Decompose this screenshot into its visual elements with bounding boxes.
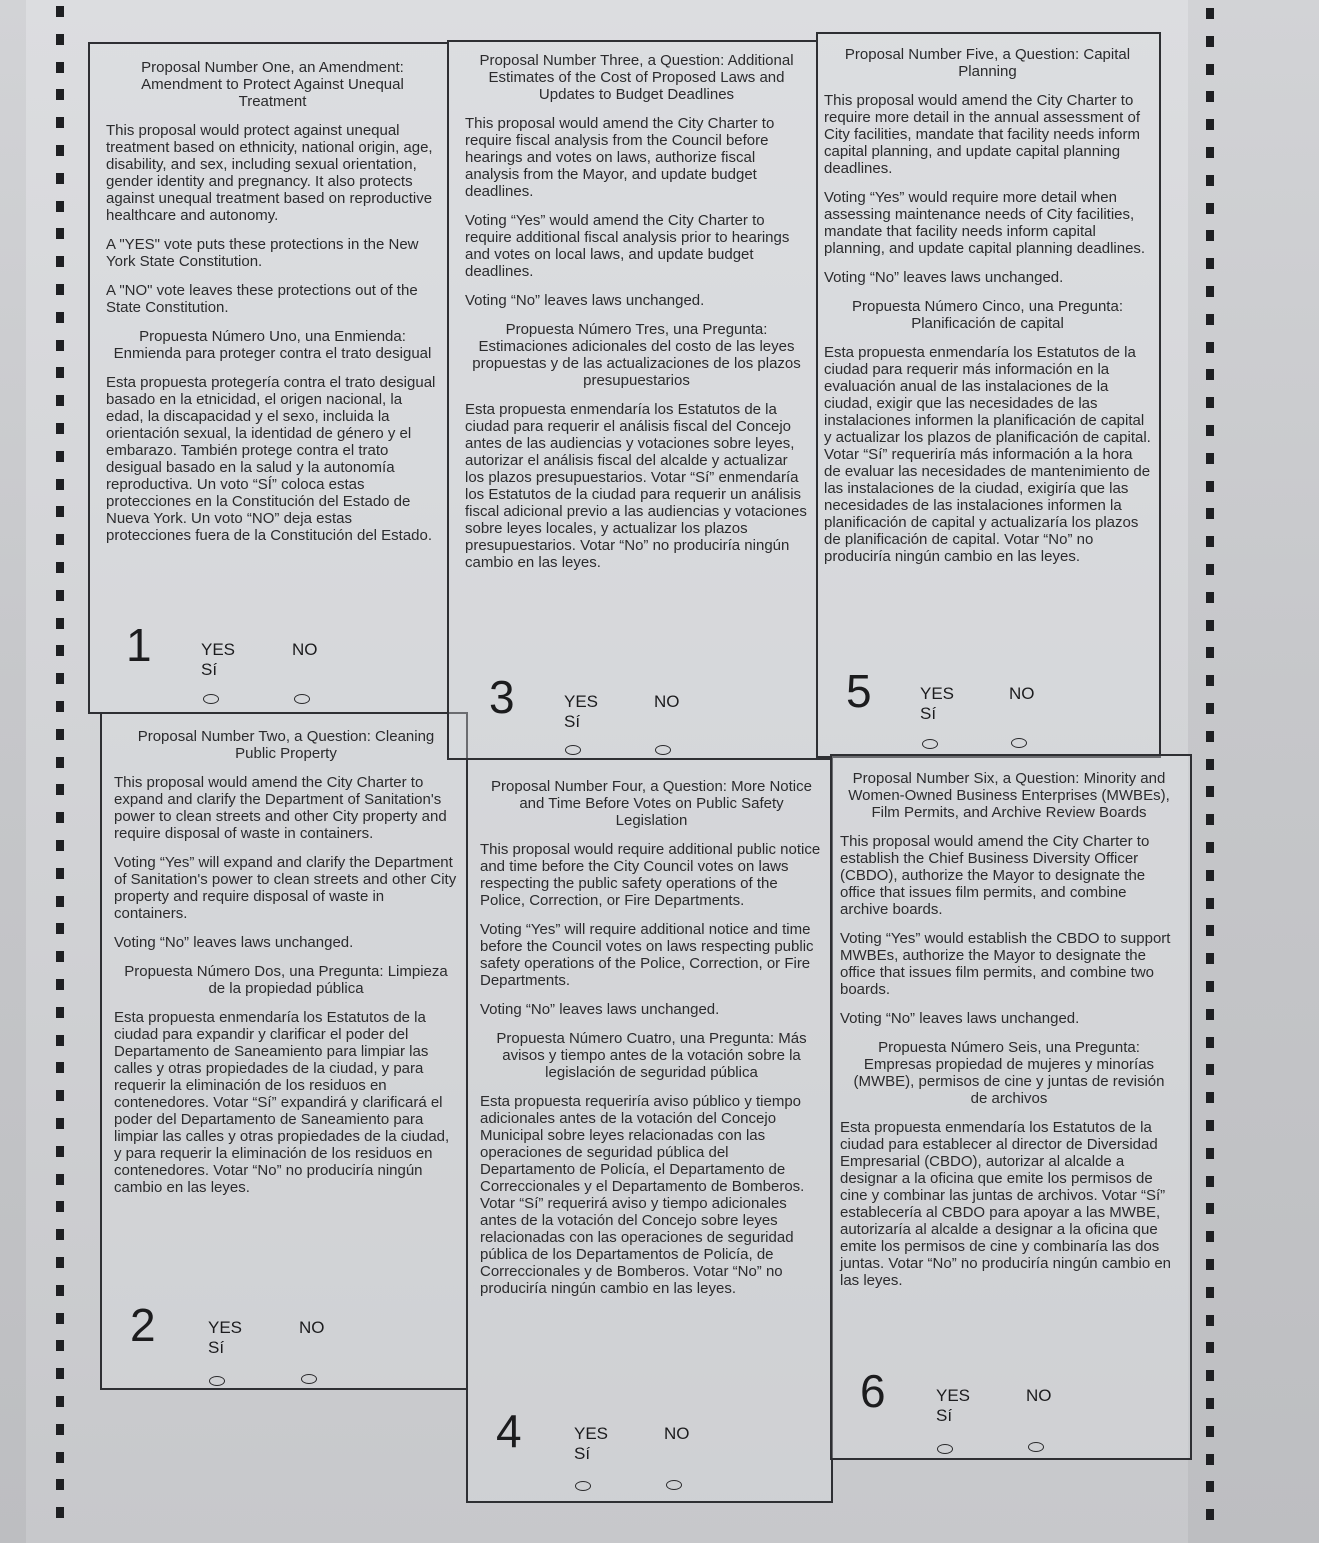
timing-mark: [1206, 786, 1214, 797]
proposal-4-no-label: NO: [664, 1424, 690, 1443]
timing-mark: [1206, 675, 1214, 686]
proposal-6-description: This proposal would amend the City Charter to establish the Chief Business Diversity Officer (CBDO), authorize the Mayor to designate the office that issues film permits, and combine archive boards.: [840, 833, 1150, 918]
proposal-6-spanish-title: Propuesta Número Seis, una Pregunta: Empresas propiedad de mujeres y minorías (MWBE), permisos de cine y juntas de revisión de archivos: [853, 1039, 1165, 1107]
proposal-4-no-oval[interactable]: [666, 1480, 682, 1490]
timing-mark: [56, 228, 64, 239]
timing-mark: [56, 284, 64, 295]
timing-mark: [56, 645, 64, 656]
timing-mark: [56, 367, 64, 378]
timing-mark: [56, 1452, 64, 1463]
timing-mark: [1206, 536, 1214, 547]
proposal-3-yes-label: YES: [564, 692, 599, 711]
proposal-2-yes-effect: Voting “Yes” will expand and clarify the Department of Sanitation's power to clean streets and other City property and require disposal of waste in containers.: [114, 854, 457, 922]
proposal-3-yes-effect: Voting “Yes” would amend the City Charter to require additional fiscal analysis prior to hearings and votes on local laws, and update budget deadlines.: [465, 212, 790, 280]
proposal-3-si-label: Sí: [564, 712, 581, 731]
timing-mark: [1206, 731, 1214, 742]
proposal-2-yes-oval[interactable]: [209, 1376, 225, 1386]
timing-mark: [56, 979, 64, 990]
timing-mark: [56, 1007, 64, 1018]
proposal-6-no-label: NO: [1026, 1386, 1052, 1405]
proposal-2-box: [100, 712, 468, 1390]
proposal-3-no-label: NO: [654, 692, 680, 711]
timing-mark: [1206, 119, 1214, 130]
timing-mark: [56, 1479, 64, 1490]
timing-mark: [56, 62, 64, 73]
timing-mark: [1206, 508, 1214, 519]
timing-mark: [56, 423, 64, 434]
proposal-3-title: Proposal Number Three, a Question: Additional Estimates of the Cost of Proposed Laws and Updates to Budget Deadlines: [479, 52, 794, 103]
timing-mark: [1206, 258, 1214, 269]
timing-mark: [1206, 175, 1214, 186]
timing-mark: [1206, 1287, 1214, 1298]
timing-mark: [56, 618, 64, 629]
proposal-4-spanish-body: Esta propuesta requeriría aviso público y tiempo adicionales antes de la votación del Concejo Municipal sobre leyes relacionadas con las operaciones de seguridad pública del Departamento de Policía, el Departamento de Correccionales y el Departamento de Bomberos. Votar “Sí” requerirá aviso y tiempo adicionales antes de la votación del Concejo sobre leyes relacionadas con las operaciones de seguridad pública de los Departamentos de Policía, de Correccionales y de Bomberos. Votar “No” no produciría ningún cambio en las leyes.: [480, 1093, 805, 1297]
proposal-2-si-label: Sí: [208, 1338, 225, 1357]
timing-mark: [1206, 91, 1214, 102]
timing-mark: [1206, 647, 1214, 658]
proposal-1-yes-effect: A "YES" vote puts these protections in the New York State Constitution.: [106, 236, 419, 270]
proposal-1-box: [88, 42, 449, 714]
timing-mark: [1206, 425, 1214, 436]
proposal-6-spanish-body: Esta propuesta enmendaría los Estatutos de la ciudad para establecer al director de Diversidad Empresarial (CBDO), autorizar al alcalde a designar a la oficina que emite los permisos de cine y combinar las juntas de archivos. Votar “Sí” establecería al CBDO para apoyar a las MWBE, autorizaría al alcalde a designar a la oficina que emite los permisos de cine y combinaría las dos juntas. Votar “No” no produciría ningún cambio en las leyes.: [840, 1119, 1172, 1289]
timing-mark: [56, 1507, 64, 1518]
proposal-1-no-oval[interactable]: [294, 694, 310, 704]
timing-mark: [56, 340, 64, 351]
timing-mark: [56, 1257, 64, 1268]
proposal-5-spanish-body: Esta propuesta enmendaría los Estatutos de la ciudad para requerir más información en la evaluación anual de las instalaciones de la ciudad, exigir que las necesidades de las instalaciones informen la planificación de capital y actualizar los plazos de planificación de capital. Votar “Sí” requeriría más información a la hora de evaluar las necesidades de mantenimiento de las instalaciones de la ciudad, exigiría que las necesidades de las instalaciones informen la planificación de capital y actualizaría los plazos de planificación de capital. Votar “No” no produciría ningún cambio en las leyes.: [824, 344, 1151, 565]
proposal-4-number: 4: [496, 1405, 522, 1457]
timing-mark: [56, 1396, 64, 1407]
proposal-2-title: Proposal Number Two, a Question: Cleaning Public Property: [137, 728, 435, 762]
proposal-5-number: 5: [846, 665, 872, 717]
timing-mark: [56, 256, 64, 267]
timing-mark: [56, 1368, 64, 1379]
timing-mark: [1206, 981, 1214, 992]
timing-mark: [56, 451, 64, 462]
timing-mark: [1206, 286, 1214, 297]
timing-mark: [1206, 898, 1214, 909]
timing-mark: [1206, 1342, 1214, 1353]
timing-mark: [1206, 314, 1214, 325]
timing-mark: [56, 534, 64, 545]
proposal-1-spanish-body: Esta propuesta protegería contra el trato desigual basado en la etnicidad, el origen nacional, la edad, la discapacidad y el sexo, incluida la orientación sexual, la identidad de género y el embarazo. También protege contra el trato desigual basado en la salud y la autonomía reproductiva. Un voto “SÍ” coloca estas protecciones en la Constitución del Estado de Nueva York. Un voto “NO” deja estas protecciones fuera de la Constitución del Estado.: [106, 374, 436, 544]
proposal-6-yes-label: YES: [936, 1386, 971, 1405]
proposal-3-number: 3: [489, 671, 515, 723]
timing-mark: [56, 562, 64, 573]
timing-mark: [1206, 1203, 1214, 1214]
timing-mark: [1206, 1259, 1214, 1270]
timing-mark: [1206, 64, 1214, 75]
timing-mark: [56, 1118, 64, 1129]
timing-mark: [56, 1201, 64, 1212]
timing-marks-right: [1206, 0, 1216, 1543]
timing-mark: [56, 89, 64, 100]
timing-mark: [1206, 481, 1214, 492]
timing-mark: [1206, 36, 1214, 47]
timing-mark: [56, 506, 64, 517]
proposal-5-title: Proposal Number Five, a Question: Capital Planning: [844, 46, 1131, 80]
proposal-4-description: This proposal would require additional public notice and time before the City Council votes on laws respecting the public safety operations of the Police, Correction, or Fire Departments.: [480, 841, 821, 909]
timing-mark: [56, 812, 64, 823]
proposal-1-yes-label: YES: [201, 640, 236, 659]
proposal-5-no-label: NO: [1009, 684, 1035, 703]
timing-mark: [56, 1340, 64, 1351]
proposal-5-yes-label: YES: [920, 684, 955, 703]
timing-mark: [1206, 369, 1214, 380]
timing-mark: [1206, 870, 1214, 881]
timing-mark: [56, 590, 64, 601]
proposal-3-description: This proposal would amend the City Charter to require fiscal analysis from the Council before hearings and votes on laws, authorize fiscal analysis from the Mayor, and update budget deadlines.: [465, 115, 775, 200]
timing-mark: [56, 923, 64, 934]
proposal-3-yes-oval[interactable]: [565, 745, 581, 755]
timing-mark: [56, 1035, 64, 1046]
proposal-4-title: Proposal Number Four, a Question: More Notice and Time Before Votes on Public Safety Legislation: [491, 778, 812, 829]
timing-mark: [56, 201, 64, 212]
timing-mark: [56, 840, 64, 851]
proposal-2-number: 2: [130, 1299, 156, 1351]
proposal-2-spanish-body: Esta propuesta enmendaría los Estatutos de la ciudad para expandir y clarificar el poder del Departamento de Saneamiento para limpiar las calles y otras propiedades de la ciudad, y para requerir la eliminación de los residuos en contenedores. Votar “Sí” expandirá y clarificará el poder del Departamento de Saneamiento para limpiar las calles y otras propiedades de la ciudad, y para requerir la eliminación de los residuos en contenedores. Votar “No” no produciría ningún cambio en las leyes.: [114, 1009, 450, 1196]
timing-mark: [56, 951, 64, 962]
timing-mark: [1206, 397, 1214, 408]
timing-marks-left: [56, 0, 66, 1543]
proposal-6-no-oval[interactable]: [1028, 1442, 1044, 1452]
timing-mark: [56, 6, 64, 17]
timing-mark: [56, 1313, 64, 1324]
timing-mark: [1206, 230, 1214, 241]
proposal-5-spanish-title: Propuesta Número Cinco, una Pregunta: Planificación de capital: [852, 298, 1123, 332]
proposal-5-si-label: Sí: [920, 704, 937, 723]
timing-mark: [56, 1062, 64, 1073]
timing-mark: [56, 784, 64, 795]
timing-mark: [1206, 1370, 1214, 1381]
proposal-5-yes-effect: Voting “Yes” would require more detail when assessing maintenance needs of City facilities, mandate that facility needs inform capital planning, and update capital planning deadlines.: [824, 189, 1146, 257]
proposal-5-no-oval[interactable]: [1011, 738, 1027, 748]
proposal-5-description: This proposal would amend the City Charter to require more detail in the annual assessment of City facilities, mandate that facility needs inform capital planning, and update capital planning deadlines.: [824, 92, 1141, 177]
proposal-3-no-oval[interactable]: [655, 745, 671, 755]
timing-mark: [56, 395, 64, 406]
proposal-5-yes-oval[interactable]: [922, 739, 938, 749]
proposal-2-no-effect: Voting “No” leaves laws unchanged.: [114, 934, 354, 951]
timing-mark: [1206, 703, 1214, 714]
proposal-6-number: 6: [860, 1365, 886, 1417]
proposal-4-spanish-title: Propuesta Número Cuatro, una Pregunta: Más avisos y tiempo antes de la votación sobre la legislación de seguridad pública: [496, 1030, 807, 1081]
proposal-2-no-label: NO: [299, 1318, 325, 1337]
timing-mark: [1206, 1092, 1214, 1103]
timing-mark: [56, 479, 64, 490]
proposal-2-no-oval[interactable]: [301, 1374, 317, 1384]
timing-mark: [1206, 1148, 1214, 1159]
timing-mark: [1206, 147, 1214, 158]
proposal-4-yes-effect: Voting “Yes” will require additional notice and time before the Council votes on laws respecting public safety operations of the Police, Correction, or Fire Departments.: [480, 921, 814, 989]
proposal-1-spanish-title: Propuesta Número Uno, una Enmienda: Enmienda para proteger contra el trato desigual: [113, 328, 432, 362]
timing-mark: [56, 1229, 64, 1240]
timing-mark: [1206, 342, 1214, 353]
timing-mark: [1206, 453, 1214, 464]
proposal-6-yes-effect: Voting “Yes” would establish the CBDO to support MWBEs, authorize the Mayor to designate the office that issues film permits, and combine two boards.: [840, 930, 1171, 998]
timing-mark: [1206, 1398, 1214, 1409]
timing-mark: [1206, 1120, 1214, 1131]
proposal-6-title: Proposal Number Six, a Question: Minority and Women-Owned Business Enterprises (MWBEs), Film Permits, and Archive Review Boards: [848, 770, 1170, 821]
proposal-1-no-effect: A "NO" vote leaves these protections out of the State Constitution.: [106, 282, 418, 316]
timing-mark: [56, 1146, 64, 1157]
proposal-1-si-label: Sí: [201, 660, 218, 679]
proposal-2-description: This proposal would amend the City Charter to expand and clarify the Department of Sanitation's power to clean streets and other City property and require disposal of waste in containers.: [114, 774, 447, 842]
timing-mark: [56, 729, 64, 740]
timing-mark: [1206, 759, 1214, 770]
timing-mark: [56, 868, 64, 879]
proposal-6-box: [830, 754, 1192, 1460]
proposal-2-yes-label: YES: [208, 1318, 243, 1337]
timing-mark: [56, 34, 64, 45]
timing-mark: [56, 145, 64, 156]
timing-mark: [56, 1285, 64, 1296]
timing-mark: [56, 757, 64, 768]
timing-mark: [1206, 1509, 1214, 1520]
proposal-4-si-label: Sí: [574, 1444, 591, 1463]
proposal-3-box: [447, 40, 818, 760]
proposal-6-yes-oval[interactable]: [937, 1444, 953, 1454]
timing-mark: [1206, 1454, 1214, 1465]
proposal-1-description: This proposal would protect against unequal treatment based on ethnicity, national origin, age, disability, and sex, including sexual orientation, gender identity and pregnancy. It also protects against unequal treatment based on reproductive healthcare and autonomy.: [106, 122, 433, 224]
timing-mark: [1206, 842, 1214, 853]
timing-mark: [1206, 953, 1214, 964]
timing-mark: [1206, 8, 1214, 19]
proposal-4-no-effect: Voting “No” leaves laws unchanged.: [480, 1001, 720, 1018]
timing-mark: [56, 312, 64, 323]
proposal-3-no-effect: Voting “No” leaves laws unchanged.: [465, 292, 705, 309]
timing-mark: [56, 1424, 64, 1435]
timing-mark: [1206, 564, 1214, 575]
timing-mark: [1206, 814, 1214, 825]
timing-mark: [1206, 203, 1214, 214]
proposal-4-yes-label: YES: [574, 1424, 609, 1443]
timing-mark: [56, 1174, 64, 1185]
timing-mark: [1206, 1315, 1214, 1326]
timing-mark: [1206, 1426, 1214, 1437]
proposal-3-spanish-body: Esta propuesta enmendaría los Estatutos de la ciudad para requerir el análisis fiscal del Concejo antes de las audiencias y votaciones sobre leyes, autorizar el análisis fiscal del alcalde y actualizar los plazos presupuestarios. Votar “Sí” enmendaría los Estatutos de la ciudad para requerir un análisis fiscal adicional previo a las audiencias y votaciones sobre leyes locales, y actualizar los plazos presupuestarios. Votar “No” no produciría ningún cambio en las leyes.: [465, 401, 807, 571]
timing-mark: [1206, 1176, 1214, 1187]
timing-mark: [1206, 1064, 1214, 1075]
proposal-6-no-effect: Voting “No” leaves laws unchanged.: [840, 1010, 1080, 1027]
timing-mark: [56, 173, 64, 184]
proposal-5-no-effect: Voting “No” leaves laws unchanged.: [824, 269, 1064, 286]
proposal-4-yes-oval[interactable]: [575, 1481, 591, 1491]
proposal-1-title: Proposal Number One, an Amendment: Amendment to Protect Against Unequal Treatment: [141, 59, 404, 110]
proposal-1-yes-oval[interactable]: [203, 694, 219, 704]
timing-mark: [1206, 1009, 1214, 1020]
proposal-6-si-label: Sí: [936, 1406, 953, 1425]
timing-mark: [56, 673, 64, 684]
timing-mark: [1206, 620, 1214, 631]
timing-mark: [1206, 1037, 1214, 1048]
proposal-5-box: [816, 32, 1161, 758]
proposal-1-no-label: NO: [292, 640, 318, 659]
timing-mark: [1206, 1231, 1214, 1242]
proposal-3-spanish-title: Propuesta Número Tres, una Pregunta: Estimaciones adicionales del costo de las leyes propuestas y de las actualizaciones de los plazos presupuestarios: [472, 321, 801, 389]
timing-mark: [1206, 592, 1214, 603]
timing-mark: [56, 1090, 64, 1101]
timing-mark: [56, 701, 64, 712]
timing-mark: [56, 896, 64, 907]
proposal-1-number: 1: [126, 619, 152, 671]
timing-mark: [56, 117, 64, 128]
proposal-2-spanish-title: Propuesta Número Dos, una Pregunta: Limpieza de la propiedad pública: [124, 963, 448, 997]
timing-mark: [1206, 1481, 1214, 1492]
timing-mark: [1206, 925, 1214, 936]
proposal-4-box: [466, 758, 833, 1503]
